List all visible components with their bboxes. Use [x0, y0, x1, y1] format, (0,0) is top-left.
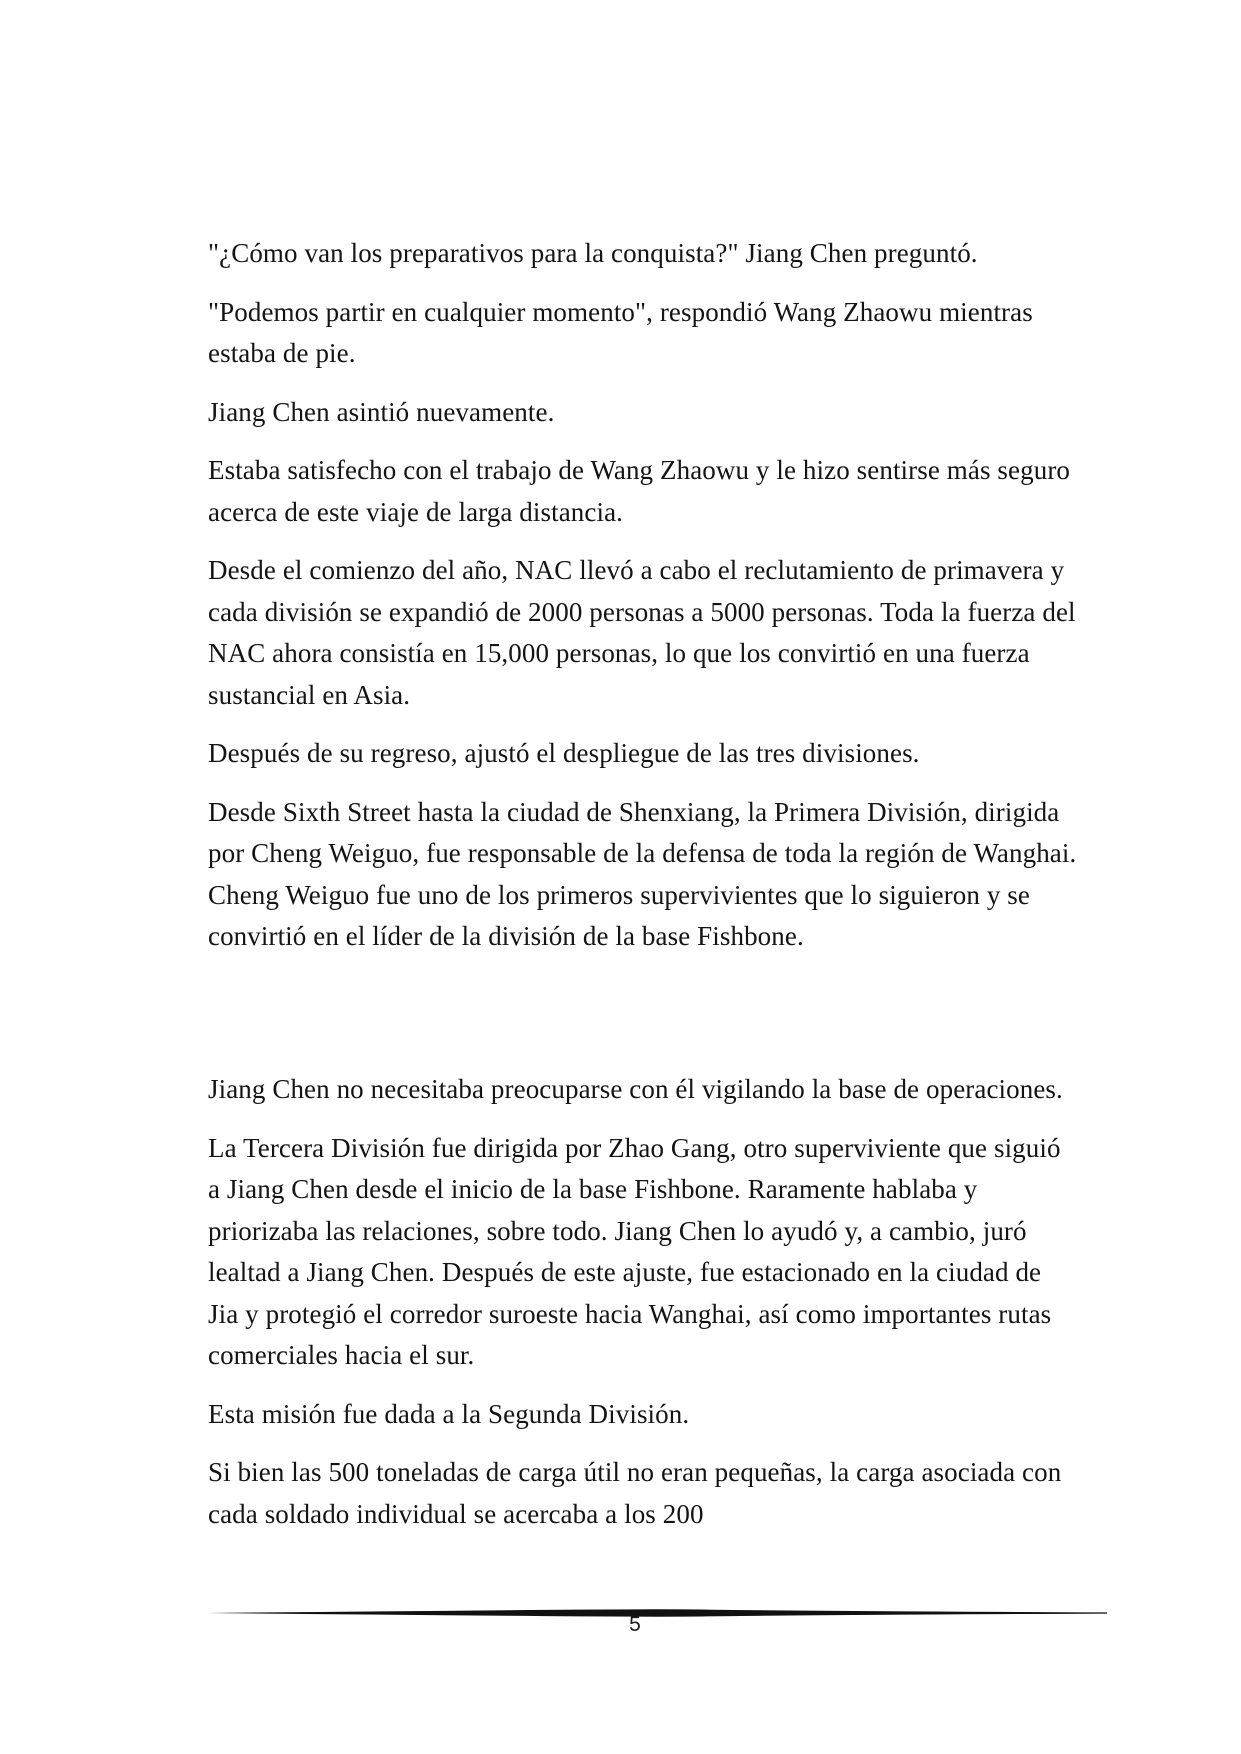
paragraph: Estaba satisfecho con el trabajo de Wang Zhaowu y le hizo sentirse más seguro acerca de este viaje de larga distancia. — [208, 455, 1071, 527]
paragraph: Después de su regreso, ajustó el despliegue de las tres divisiones. — [208, 738, 920, 768]
body-text-top — [208, 233, 1078, 975]
paragraph: Jiang Chen no necesitaba preocuparse con él vigilando la base de operaciones. — [208, 1074, 1063, 1104]
paragraph: Desde Sixth Street hasta la ciudad de Shenxiang, la Primera División, dirigida por Cheng Weiguo, fue responsable de la defensa de toda la región de Wanghai. Cheng Weiguo fue uno de los primeros supervivientes que lo siguieron y se convirtió en el líder de la división de la base Fishbone. — [208, 796, 1077, 951]
paragraph: Esta misión fue dada a la Segunda División. — [208, 1398, 690, 1429]
body-text-bottom — [208, 1069, 1078, 1552]
paragraph: Si bien las 500 toneladas de carga útil no eran pequeñas, la carga asociada con cada soldado individual se acercaba a los 200 — [208, 1457, 1062, 1529]
paragraph: "Podemos partir en cualquier momento", respondió Wang Zhaowu mientras estaba de pie. — [208, 296, 1033, 368]
paragraph: "¿Cómo van los preparativos para la conquista?" Jiang Chen preguntó. — [208, 238, 978, 268]
paragraph: Desde el comienzo del año, NAC llevó a cabo el reclutamiento de primavera y cada división se expandió de 2000 personas a 5000 personas. Toda la fuerza del NAC ahora consistía en 15,000 personas, lo que los convirtió en una fuerza sustancial en Asia. — [208, 555, 1076, 710]
paragraph: Jiang Chen asintió nuevamente. — [208, 396, 555, 427]
page-number: 5 — [629, 1613, 641, 1636]
paragraph: La Tercera División fue dirigida por Zhao Gang, otro superviviente que siguió a Jiang Chen desde el inicio de la base Fishbone. Raramente hablaba y priorizaba las relaciones, sobre todo. Jiang Chen lo ayudó y, a cambio, juró lealtad a Jiang Chen. Después de este ajuste, fue estacionado en la ciudad de Jia y protegió el corredor suroeste hacia Wanghai, así como importantes rutas comerciales hacia el sur. — [208, 1132, 1061, 1370]
